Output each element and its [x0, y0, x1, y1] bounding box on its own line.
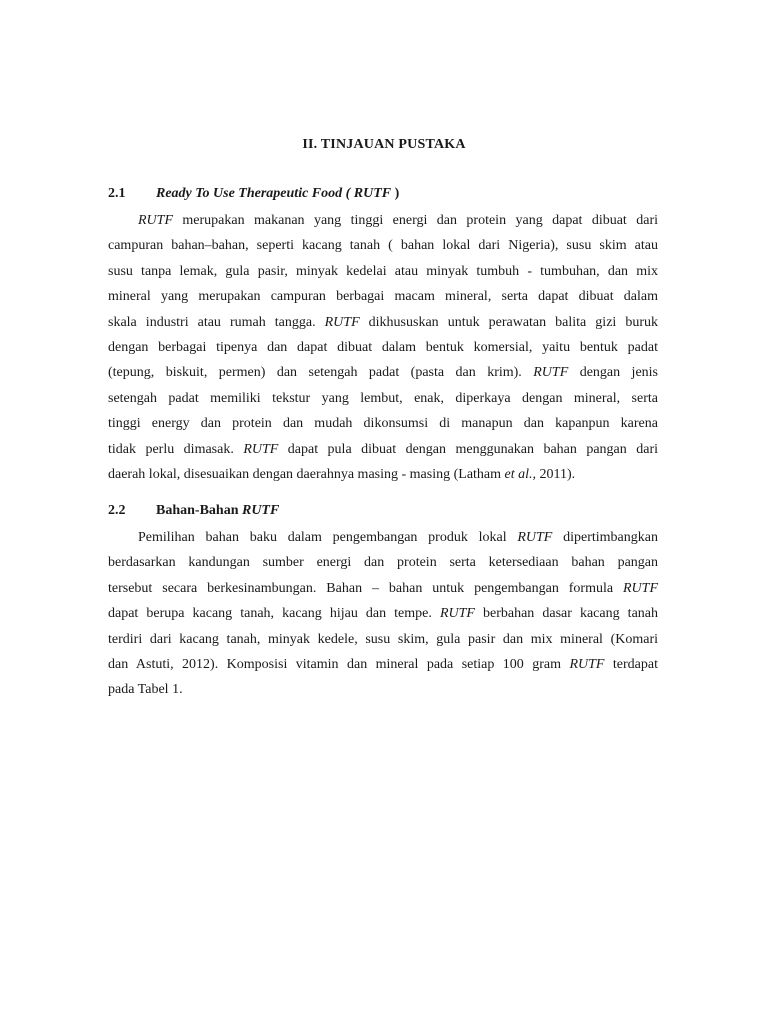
text-line [108, 525, 658, 550]
text-line [108, 284, 658, 309]
section-heading-2-1 [108, 186, 399, 202]
italic-text: RUTF [439, 606, 475, 622]
text-run: tersebut secara berkesinambungan. Bahan – bahan untuk pengembangan formula [108, 580, 623, 596]
section-number: 2.1 [108, 186, 126, 201]
text-run: dapat berupa kacang tanah, kacang hijau dan tempe. [108, 606, 440, 622]
text-line [108, 462, 658, 487]
text-line [108, 601, 658, 626]
text-line [108, 627, 658, 652]
text-line [108, 677, 658, 702]
text-run: daerah lokal, disesuaikan dengan daerahnya masing - masing (Latham [108, 466, 505, 482]
text-line [108, 550, 658, 575]
italic-text: RUTF [138, 213, 173, 228]
text-run: tinggi energy dan protein dan mudah dikonsumsi di manapun dan kapanpun karena [108, 416, 658, 432]
text-run: merupakan makanan yang tinggi energi dan protein yang dapat dibuat dari [173, 213, 658, 228]
text-run: terdapat [604, 656, 658, 672]
text-run: susu tanpa lemak, gula pasir, minyak kedelai atau minyak tumbuh - tumbuhan, dan mix [108, 263, 658, 279]
text-run: 2011). [536, 466, 576, 482]
text-line [108, 576, 658, 601]
paragraph-rutf-definition [108, 208, 658, 487]
section-title [156, 186, 399, 201]
text-line [108, 208, 658, 233]
paragraph-rutf-ingredients [108, 525, 658, 703]
section-title [156, 503, 279, 518]
text-line [108, 437, 658, 462]
text-line [108, 259, 658, 284]
text-line [108, 411, 658, 436]
text-run: setengah padat memiliki tekstur yang lembut, enak, diperkaya dengan mineral, serta [108, 390, 658, 406]
italic-text: RUTF [243, 441, 279, 457]
section-title-italic: RUTF [241, 503, 280, 518]
text-run: mineral yang merupakan campuran berbagai macam mineral, serta dapat dibuat dalam [108, 289, 658, 305]
text-run: tidak perlu dimasak. [108, 441, 244, 457]
italic-text: RUTF [623, 580, 658, 596]
text-run: dan Astuti, 2012). Komposisi vitamin dan mineral pada setiap 100 gram [108, 656, 570, 672]
text-run: dikhususkan untuk perawatan balita gizi buruk [359, 314, 658, 330]
text-line [108, 360, 658, 385]
text-run: dengan berbagai tipenya dan dapat dibuat dalam bentuk komersial, yaitu bentuk padat [108, 339, 658, 355]
italic-text: RUTF [517, 530, 553, 545]
text-line [108, 652, 658, 677]
section-heading-2-2 [108, 503, 279, 519]
italic-text: RUTF [533, 365, 569, 381]
section-title-italic: Ready To Use Therapeutic Food ( RUTF [156, 186, 392, 201]
text-line [108, 386, 658, 411]
text-run: skala industri atau rumah tangga. [108, 314, 325, 330]
text-run: dapat pula dibuat dengan menggunakan bahan pangan dari [278, 441, 658, 457]
text-line [108, 233, 658, 258]
text-run: (tepung, biskuit, permen) dan setengah padat (pasta dan krim). [108, 365, 534, 381]
text-run: berbahan dasar kacang tanah [474, 606, 658, 622]
text-line [108, 335, 658, 360]
italic-text: et al., [504, 466, 537, 482]
text-run: dengan jenis [568, 365, 658, 381]
section-number: 2.2 [108, 503, 126, 518]
text-run: terdiri dari kacang tanah, minyak kedele, susu skim, gula pasir dan mix mineral (Komari [108, 631, 658, 647]
text-run: pada Tabel 1. [108, 682, 183, 698]
text-run: Pemilihan bahan baku dalam pengembangan produk lokal [138, 530, 518, 545]
text-run: berdasarkan kandungan sumber energi dan protein serta ketersediaan bahan pangan [108, 555, 658, 571]
italic-text: RUTF [569, 656, 605, 672]
section-title-plain: Bahan-Bahan [156, 503, 242, 518]
italic-text: RUTF [324, 314, 360, 330]
section-title-tail: ) [391, 186, 400, 201]
text-run: dipertimbangkan [552, 530, 658, 545]
text-run: campuran bahan–bahan, seperti kacang tanah ( bahan lokal dari Nigeria), susu skim atau [108, 238, 658, 254]
text-line [108, 310, 658, 335]
chapter-title: II. TINJAUAN PUSTAKA [302, 137, 466, 152]
